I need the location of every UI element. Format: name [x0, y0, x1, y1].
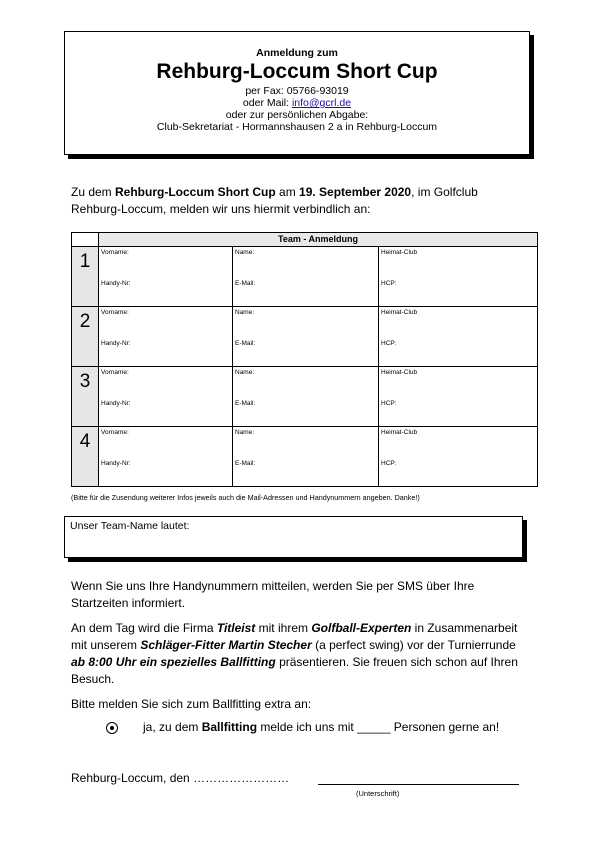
player-row-bottom	[72, 457, 538, 487]
intro-text-2: am	[275, 185, 300, 199]
address-line: Club-Sekretariat - Hormannshausen 2 a in Rehburg-Loccum	[156, 121, 438, 133]
email-field[interactable]	[233, 277, 379, 307]
player-number-cell	[72, 277, 99, 307]
header-line1: Anmeldung zum	[256, 47, 338, 59]
email-label: E-Mail:	[235, 340, 256, 347]
fax-line: per Fax: 05766-93019	[245, 85, 349, 97]
handy-label: Handy-Nr:	[101, 460, 131, 467]
name-field[interactable]: Name:	[233, 367, 379, 398]
option-bold: Ballfitting	[201, 720, 258, 734]
team-name-label: Unser Team-Name lautet:	[70, 520, 190, 532]
handy-label: Handy-Nr:	[101, 340, 131, 347]
ballfitting-option-text	[143, 720, 499, 734]
hcp-label: HCP:	[381, 460, 397, 467]
page-title: Rehburg-Loccum Short Cup	[156, 60, 438, 83]
player-row-top	[72, 247, 538, 278]
p2-fitter: Schläger-Fitter Martin Stecher	[140, 638, 312, 652]
option-text-b: melde ich uns mit _____ Personen gerne an!	[257, 720, 500, 734]
email-field[interactable]	[233, 337, 379, 367]
p2-text-b: mit ihrem	[255, 621, 312, 635]
p2-text-e: präsentieren. Sie freuen sich schon auf Ihren Besuch.	[71, 655, 518, 686]
email-field[interactable]	[233, 457, 379, 487]
intro-text-3: , im Golfclub Rehburg-Loccum, melden wir uns hiermit verbindlich an:	[71, 185, 478, 216]
handy-field[interactable]	[99, 397, 233, 427]
intro-text-1: Zu dem	[71, 185, 116, 199]
mail-prefix: oder Mail:	[242, 97, 292, 109]
email-label: E-Mail:	[235, 460, 256, 467]
player-row-bottom	[72, 277, 538, 307]
club-field[interactable]: Heimat-Club	[379, 367, 538, 398]
p2-text-d: (a perfect swing) vor der Turnierrunde	[311, 638, 516, 652]
hcp-label: HCP:	[381, 340, 397, 347]
club-field[interactable]: Heimat-Club	[379, 307, 538, 338]
vorname-field[interactable]: Vorname:	[99, 247, 233, 278]
email-label: E-Mail:	[235, 400, 256, 407]
table-title-row	[72, 233, 538, 247]
hcp-field[interactable]	[379, 397, 538, 427]
intro-event: Rehburg-Loccum Short Cup	[115, 185, 276, 199]
handy-field[interactable]	[99, 457, 233, 487]
signature-line	[318, 784, 519, 785]
p2-experts: Golfball-Experten	[311, 621, 412, 635]
p2-titleist: Titleist	[216, 621, 256, 635]
player-row-bottom	[72, 397, 538, 427]
hcp-field[interactable]	[379, 457, 538, 487]
player-number-cell	[72, 457, 99, 487]
hcp-field[interactable]	[379, 337, 538, 367]
table-title: Team - Anmeldung	[99, 233, 538, 247]
signature-label: (Unterschrift)	[356, 789, 400, 798]
player-number: 4	[72, 427, 99, 458]
player-number: 1	[72, 247, 99, 278]
handy-field[interactable]	[99, 277, 233, 307]
player-row-top	[72, 307, 538, 338]
vorname-field[interactable]: Vorname:	[99, 367, 233, 398]
header-box	[64, 31, 530, 155]
hcp-label: HCP:	[381, 280, 397, 287]
name-field[interactable]: Name:	[233, 427, 379, 458]
personal-line: oder zur persönlichen Abgabe:	[225, 109, 369, 121]
p2-time: ab 8:00 Uhr ein spezielles Ballfitting	[71, 655, 276, 669]
hcp-field[interactable]	[379, 277, 538, 307]
p2-text-c: in Zusammenarbeit mit unserem	[71, 621, 518, 652]
name-field[interactable]: Name:	[233, 307, 379, 338]
team-name-box[interactable]	[64, 516, 523, 558]
handy-label: Handy-Nr:	[101, 280, 131, 287]
player-number: 2	[72, 307, 99, 338]
option-text-a: ja, zu dem	[143, 720, 202, 734]
club-field[interactable]: Heimat-Club	[379, 427, 538, 458]
hcp-label: HCP:	[381, 400, 397, 407]
mail-line	[65, 97, 529, 109]
table-title-spacer	[72, 233, 99, 247]
sms-paragraph: Wenn Sie uns Ihre Handynummern mitteilen, werden Sie per SMS über Ihre Startzeiten informiert.	[71, 579, 475, 610]
handy-label: Handy-Nr:	[101, 400, 131, 407]
p2-text-a: An dem Tag wird die Firma	[71, 621, 217, 635]
mail-link[interactable]: info@gcrl.de	[291, 97, 352, 109]
intro-paragraph	[71, 184, 531, 218]
player-row-top	[72, 367, 538, 398]
name-field[interactable]: Name:	[233, 247, 379, 278]
vorname-field[interactable]: Vorname:	[99, 427, 233, 458]
player-number-cell	[72, 397, 99, 427]
intro-date: 19. September 2020	[299, 185, 412, 199]
place-date-line: Rehburg-Loccum, den ……………………	[71, 771, 290, 785]
player-row-bottom	[72, 337, 538, 367]
ballfitting-radio[interactable]	[106, 722, 118, 734]
player-row-top	[72, 427, 538, 458]
register-paragraph: Bitte melden Sie sich zum Ballfitting extra an:	[71, 697, 312, 711]
table-note: (Bitte für die Zusendung weiterer Infos jeweils auch die Mail-Adressen und Handynummern angeben. Danke!)	[71, 493, 420, 502]
player-number-cell	[72, 337, 99, 367]
registration-table	[71, 232, 538, 487]
ballfitting-paragraph	[71, 620, 533, 688]
email-field[interactable]	[233, 397, 379, 427]
player-number: 3	[72, 367, 99, 398]
handy-field[interactable]	[99, 337, 233, 367]
vorname-field[interactable]: Vorname:	[99, 307, 233, 338]
email-label: E-Mail:	[235, 280, 256, 287]
club-field[interactable]: Heimat-Club	[379, 247, 538, 278]
